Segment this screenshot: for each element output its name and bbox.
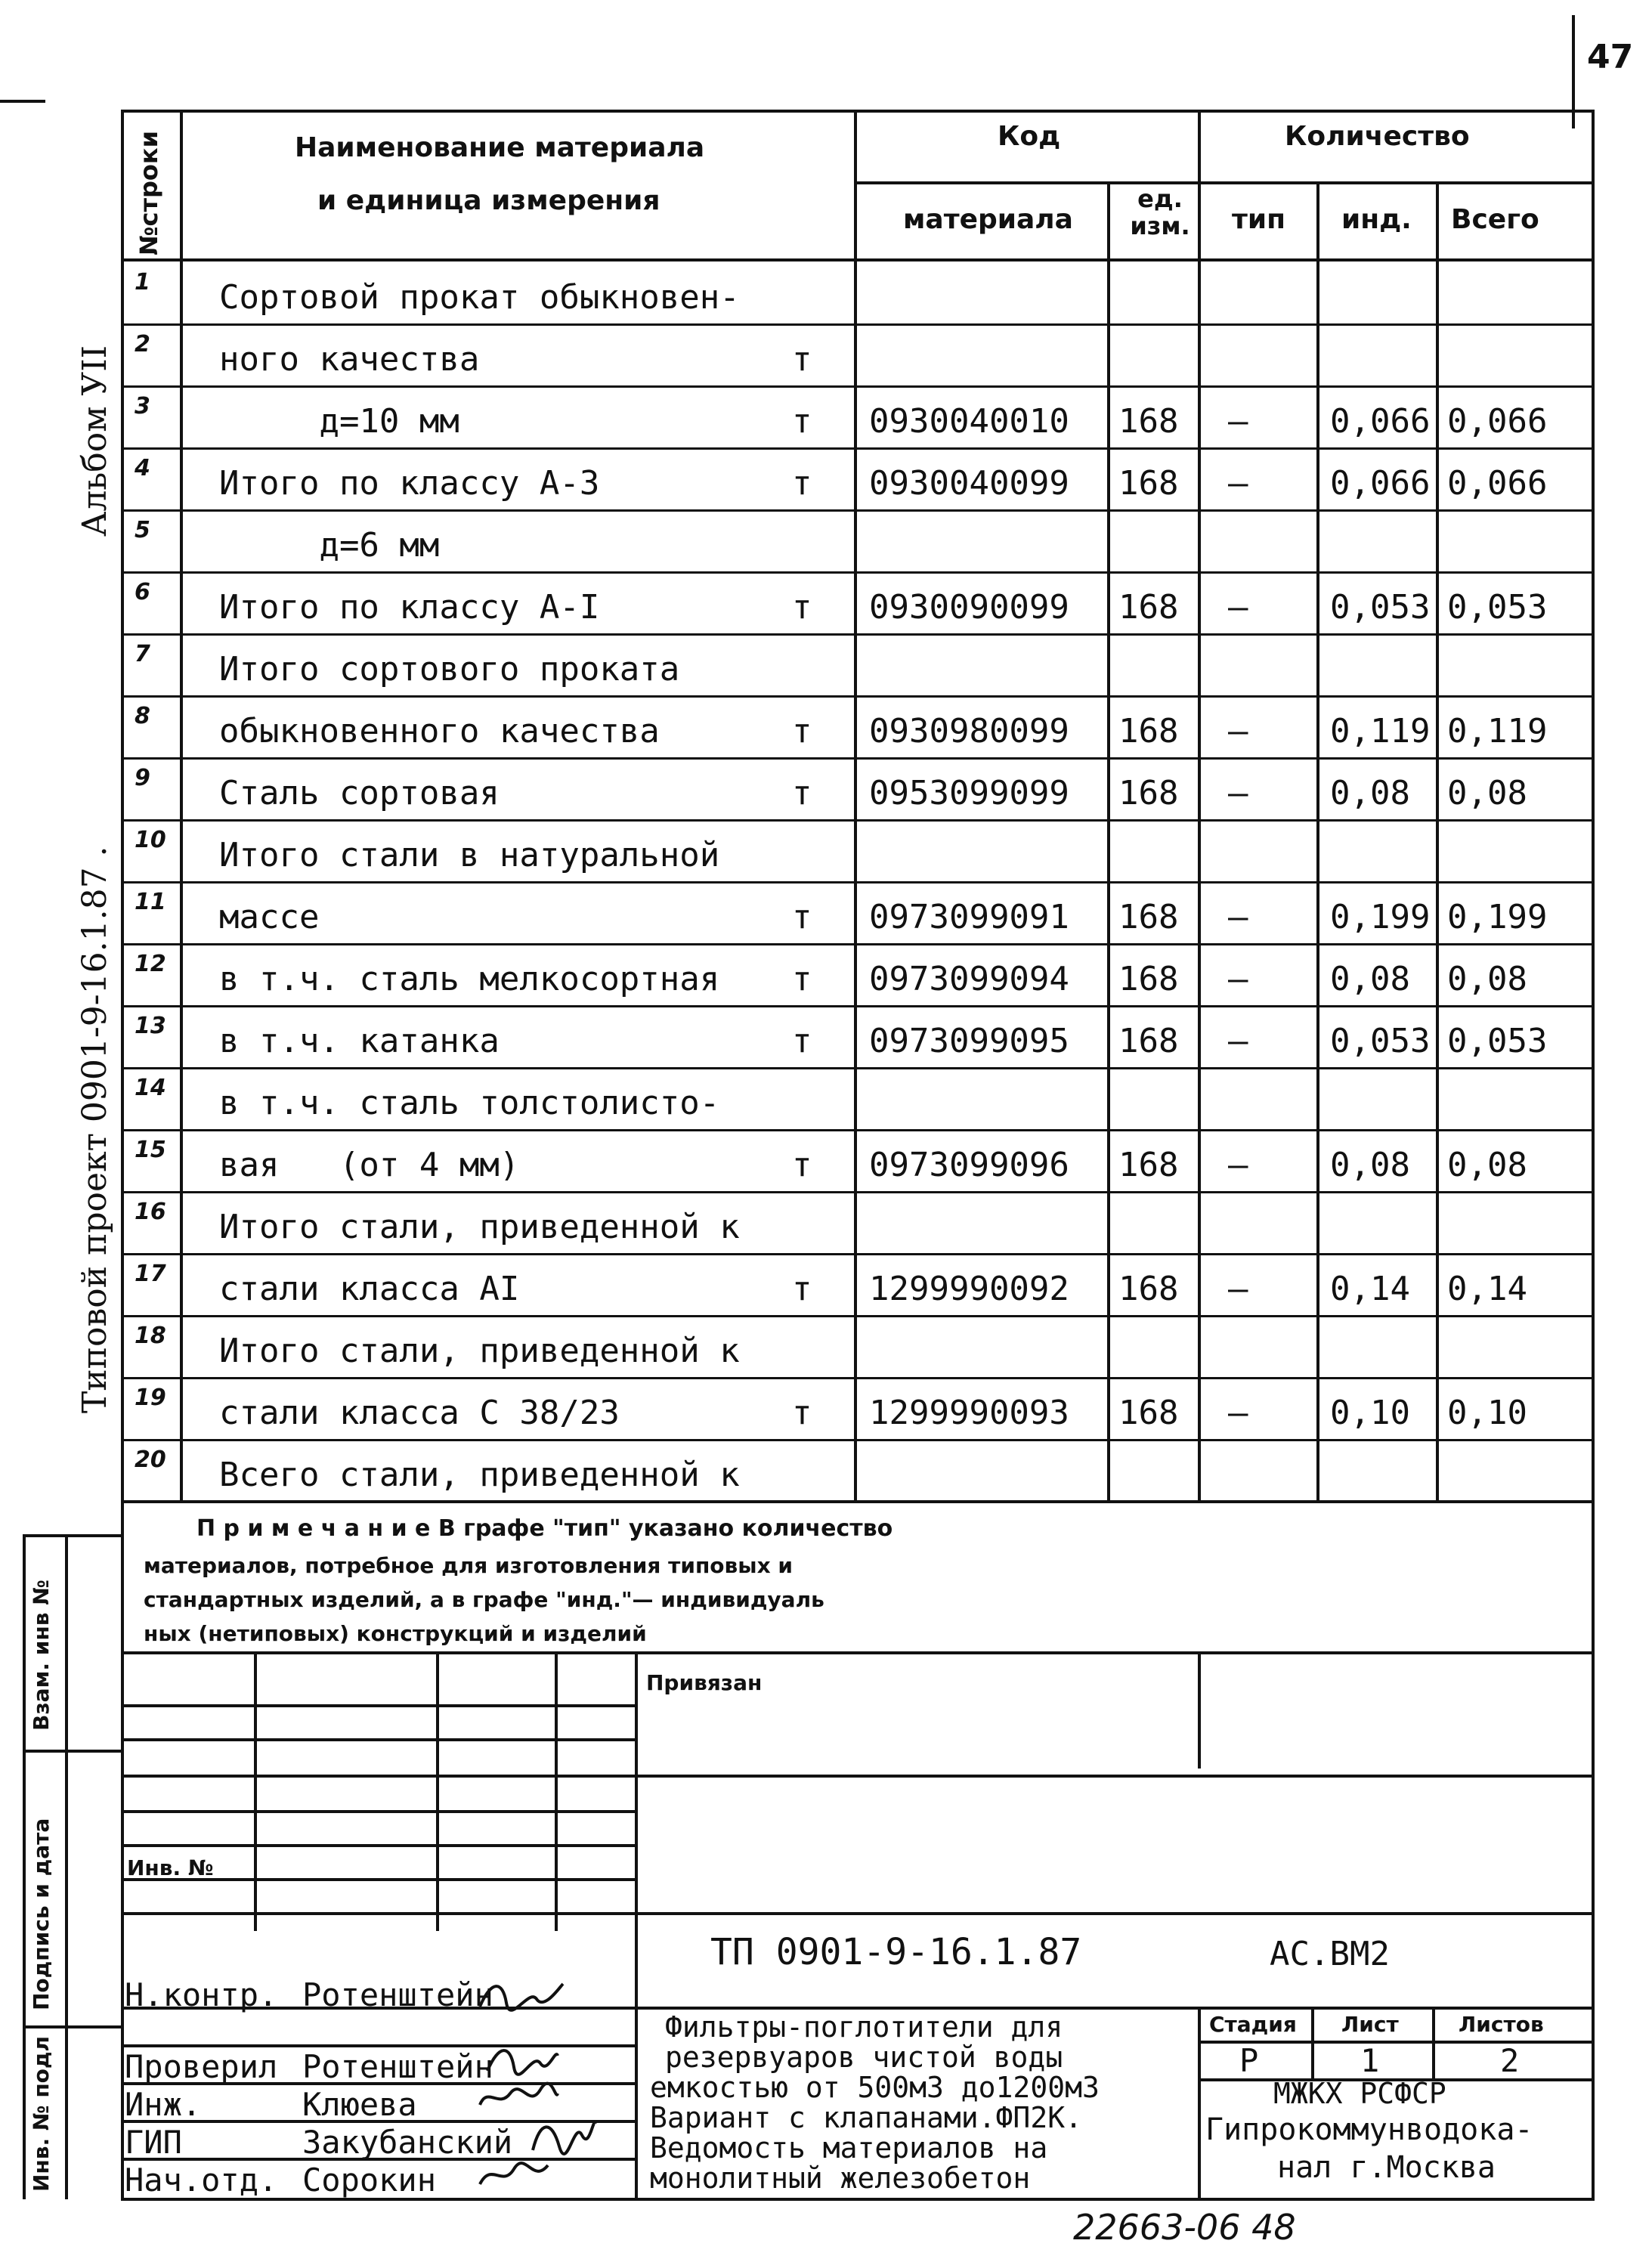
row-n-cell: 10 <box>135 827 166 853</box>
stub-line-outer <box>23 1534 26 2199</box>
row-code-cell: 0930090099 <box>869 588 1069 627</box>
row-type-cell: – <box>1228 464 1248 503</box>
sheets-label: Листов <box>1459 2012 1544 2037</box>
row-name-cell: вая (от 4 мм) <box>219 1146 520 1184</box>
role-nach: Нач.отд. <box>125 2162 278 2199</box>
sheets-value: 2 <box>1500 2042 1520 2079</box>
stub-div-1 <box>23 1534 121 1537</box>
row-separator <box>121 1439 1595 1441</box>
row-unit-sym-cell: т <box>792 340 812 379</box>
note-line3: стандартных изделий, а в графе "инд."— индивидуаль <box>144 1587 824 1612</box>
row-separator <box>121 1253 1595 1255</box>
album-label: Альбом УII <box>76 345 114 537</box>
row-code-cell: 1299990092 <box>869 1270 1069 1308</box>
row-total-cell: 0,199 <box>1447 898 1548 936</box>
row-name-cell: Итого по классу А-3 <box>219 464 600 503</box>
row-total-cell: 0,08 <box>1447 1146 1527 1184</box>
tb-col-right-upper <box>1198 1651 1201 1769</box>
name-gip: Закубанский <box>302 2124 513 2161</box>
row-n-cell: 19 <box>135 1385 166 1411</box>
row-type-cell: – <box>1228 960 1248 998</box>
header-code: Код <box>998 121 1061 152</box>
table-top-border <box>121 110 1595 113</box>
row-n-cell: 3 <box>135 393 150 419</box>
row-ind-cell: 0,053 <box>1330 588 1431 627</box>
sheet-label: Лист <box>1341 2012 1399 2037</box>
row-n-cell: 1 <box>135 269 150 296</box>
row-unit-cell: 168 <box>1118 464 1179 503</box>
tb-row-2 <box>121 1738 635 1741</box>
row-total-cell: 0,08 <box>1447 960 1527 998</box>
row-unit-cell: 168 <box>1118 1146 1179 1184</box>
row-unit-sym-cell: т <box>792 588 812 627</box>
row-separator <box>121 385 1595 388</box>
col-line-code <box>854 110 857 1500</box>
row-unit-cell: 168 <box>1118 774 1179 812</box>
tb-row-7 <box>121 1912 1595 1915</box>
header-name-line1: Наименование материала <box>295 132 705 163</box>
row-ind-cell: 0,053 <box>1330 1022 1431 1060</box>
stub-podpis-data: Подпись и дата <box>29 1818 54 2010</box>
header-bottom-line <box>121 258 1595 261</box>
signature-gip <box>529 2112 597 2158</box>
header-ind: инд. <box>1341 204 1412 235</box>
title-line1: Фильтры-поглотители для <box>665 2010 1063 2044</box>
col-line-total <box>1436 181 1439 1500</box>
row-separator <box>121 1129 1595 1131</box>
row-n-cell: 5 <box>135 517 150 543</box>
row-name-cell: Сортовой прокат обыкновен- <box>219 278 740 317</box>
row-total-cell: 0,08 <box>1447 774 1527 812</box>
row-unit-sym-cell: т <box>792 1270 812 1308</box>
row-total-cell: 0,10 <box>1447 1394 1527 1432</box>
org-line3: нал г.Москва <box>1277 2150 1496 2185</box>
header-name-line2: и единица измерения <box>317 185 660 216</box>
row-separator <box>121 1315 1595 1317</box>
col-line-rowno <box>180 110 183 1500</box>
row-separator <box>121 1005 1595 1007</box>
row-unit-sym-cell: т <box>792 1146 812 1184</box>
row-total-cell: 0,053 <box>1447 588 1548 627</box>
row-type-cell: – <box>1228 898 1248 936</box>
row-unit-cell: 168 <box>1118 402 1179 441</box>
row-total-cell: 0,14 <box>1447 1270 1527 1308</box>
tb-col-4 <box>635 1651 638 2199</box>
row-unit-cell: 168 <box>1118 1394 1179 1432</box>
row-unit-cell: 168 <box>1118 898 1179 936</box>
header-quantity: Количество <box>1285 121 1470 152</box>
row-unit-cell: 168 <box>1118 960 1179 998</box>
col-line-type <box>1198 110 1201 1500</box>
row-separator <box>121 695 1595 698</box>
row-separator <box>121 633 1595 636</box>
tb-col-2 <box>436 1651 439 1931</box>
row-n-cell: 17 <box>135 1261 166 1287</box>
row-n-cell: 12 <box>135 951 166 977</box>
row-n-cell: 11 <box>135 889 166 915</box>
title-line2: резервуаров чистой воды <box>665 2041 1063 2074</box>
col-line-unit <box>1107 181 1110 1500</box>
sheet-code: АС.ВМ2 <box>1270 1935 1390 1973</box>
row-unit-cell: 168 <box>1118 1022 1179 1060</box>
row-type-cell: – <box>1228 712 1248 750</box>
stage-label: Стадия <box>1209 2012 1297 2037</box>
row-total-cell: 0,053 <box>1447 1022 1548 1060</box>
header-row-no: №строки <box>135 130 163 255</box>
tb-row-1 <box>121 1704 635 1707</box>
stub-inv-podl: Инв. № подл <box>29 2035 54 2192</box>
row-type-cell: – <box>1228 1394 1248 1432</box>
row-separator <box>121 1191 1595 1193</box>
header-type: тип <box>1232 204 1285 235</box>
table-left-border <box>121 110 124 2199</box>
header-total: Всего <box>1451 204 1539 235</box>
row-unit-sym-cell: т <box>792 960 812 998</box>
row-n-cell: 14 <box>135 1075 166 1101</box>
signature-nach <box>476 2154 552 2196</box>
role-gip: ГИП <box>125 2124 182 2161</box>
stage-value: Р <box>1239 2042 1259 2079</box>
row-separator <box>121 447 1595 450</box>
row-separator <box>121 1067 1595 1069</box>
row-n-cell: 2 <box>135 331 150 357</box>
row-name-cell: в т.ч. сталь толстолисто- <box>219 1084 720 1122</box>
row-ind-cell: 0,199 <box>1330 898 1431 936</box>
row-n-cell: 8 <box>135 703 150 729</box>
row-separator <box>121 819 1595 822</box>
row-separator <box>121 571 1595 574</box>
row-n-cell: 6 <box>135 579 150 605</box>
project-label: Типовой проект 0901-9-16.1.87 . <box>76 846 114 1413</box>
row-name-cell: Итого стали, приведенной к <box>219 1332 740 1370</box>
row-type-cell: – <box>1228 774 1248 812</box>
tb-stage-left <box>1198 2007 1201 2199</box>
row-n-cell: 20 <box>135 1447 166 1473</box>
row-code-cell: 0953099099 <box>869 774 1069 812</box>
name-n-kontr: Ротенштейн <box>302 1976 493 2013</box>
row-ind-cell: 0,119 <box>1330 712 1431 750</box>
row-n-cell: 16 <box>135 1199 166 1225</box>
row-code-cell: 0973099091 <box>869 898 1069 936</box>
row-name-cell: Итого стали, приведенной к <box>219 1208 740 1246</box>
doc-code: ТП 0901-9-16.1.87 <box>710 1931 1082 1973</box>
sheet-value: 1 <box>1360 2042 1380 2079</box>
privyazan-label: Привязан <box>646 1670 763 1695</box>
row-ind-cell: 0,08 <box>1330 960 1410 998</box>
row-name-cell: в т.ч. катанка <box>219 1022 500 1060</box>
header-material: материала <box>903 204 1073 235</box>
row-ind-cell: 0,08 <box>1330 1146 1410 1184</box>
row-name-cell: обыкновенного качества <box>219 712 660 750</box>
stub-div-3 <box>23 2025 121 2028</box>
row-total-cell: 0,119 <box>1447 712 1548 750</box>
title-line3: емкостью от 500м3 до1200м3 <box>650 2071 1100 2104</box>
row-unit-sym-cell: т <box>792 1394 812 1432</box>
name-proveril: Ротенштейн <box>302 2048 493 2085</box>
name-inzh: Клюева <box>302 2086 417 2123</box>
row-type-cell: – <box>1228 402 1248 441</box>
org-line1: МЖКХ РСФСР <box>1273 2077 1446 2110</box>
row-name-cell: д=10 мм <box>219 402 459 441</box>
row-unit-sym-cell: т <box>792 774 812 812</box>
row-type-cell: – <box>1228 1146 1248 1184</box>
row-type-cell: – <box>1228 1022 1248 1060</box>
top-stub-line <box>0 100 45 103</box>
signature-n-kontr <box>476 1973 567 2018</box>
row-name-cell: Итого по классу А-I <box>219 588 600 627</box>
row-ind-cell: 0,10 <box>1330 1394 1410 1432</box>
page-number: 47 <box>1587 38 1634 76</box>
table-right-border <box>1592 110 1595 2199</box>
role-n-kontr: Н.контр. <box>125 1976 278 2013</box>
row-separator <box>121 757 1595 760</box>
row-name-cell: в т.ч. сталь мелкосортная <box>219 960 720 998</box>
row-n-cell: 18 <box>135 1323 166 1349</box>
tb-col-3 <box>555 1651 558 1931</box>
note-line1: П р и м е ч а н и е В графе "тип" указано количество <box>196 1515 893 1542</box>
row-name-cell: ного качества <box>219 340 480 379</box>
role-inzh: Инж. <box>125 2086 202 2123</box>
row-code-cell: 0930980099 <box>869 712 1069 750</box>
row-name-cell: стали класса С 38/23 <box>219 1394 620 1432</box>
row-ind-cell: 0,066 <box>1330 464 1431 503</box>
stub-vzam-inv: Взам. инв № <box>29 1580 54 1731</box>
row-code-cell: 0973099095 <box>869 1022 1069 1060</box>
row-separator <box>121 943 1595 945</box>
org-line2: Гипрокоммунводока- <box>1205 2112 1533 2147</box>
row-n-cell: 9 <box>135 765 150 791</box>
note-line4: ных (нетиповых) конструкций и изделий <box>144 1621 647 1646</box>
row-code-cell: 0973099094 <box>869 960 1069 998</box>
title-line6: монолитный железобетон <box>650 2162 1031 2195</box>
row-unit-sym-cell: т <box>792 402 812 441</box>
row-n-cell: 7 <box>135 641 150 667</box>
row-total-cell: 0,066 <box>1447 402 1548 441</box>
note-line2: материалов, потребное для изготовления типовых и <box>144 1553 793 1578</box>
row-name-cell: Сталь сортовая <box>219 774 500 812</box>
stub-line-inner <box>65 1534 68 2199</box>
row-code-cell: 0930040010 <box>869 402 1069 441</box>
row-unit-sym-cell: т <box>792 898 812 936</box>
role-proveril: Проверил <box>125 2048 278 2085</box>
stub-div-2 <box>23 1750 121 1753</box>
row-code-cell: 0973099096 <box>869 1146 1069 1184</box>
col-line-ind <box>1316 181 1319 1500</box>
footer-number: 22663-06 48 <box>1073 2207 1296 2248</box>
row-name-cell: стали класса АI <box>219 1270 520 1308</box>
row-separator <box>121 323 1595 326</box>
row-unit-sym-cell: т <box>792 1022 812 1060</box>
tb-row-5 <box>121 1844 635 1847</box>
title-line5: Ведомость материалов на <box>650 2131 1048 2165</box>
row-name-cell: Итого сортового проката <box>219 650 680 689</box>
tb-row-4 <box>121 1810 635 1813</box>
header-unit: ед. изм. <box>1130 184 1190 240</box>
row-type-cell: – <box>1228 1270 1248 1308</box>
row-ind-cell: 0,08 <box>1330 774 1410 812</box>
row-code-cell: 1299990093 <box>869 1394 1069 1432</box>
header-mid-line <box>854 181 1592 184</box>
row-separator <box>121 881 1595 883</box>
row-name-cell: массе <box>219 898 320 936</box>
row-unit-sym-cell: т <box>792 712 812 750</box>
row-type-cell: – <box>1228 588 1248 627</box>
row-total-cell: 0,066 <box>1447 464 1548 503</box>
row-code-cell: 0930040099 <box>869 464 1069 503</box>
row-n-cell: 13 <box>135 1013 166 1039</box>
row-separator <box>121 1377 1595 1379</box>
row-n-cell: 15 <box>135 1137 166 1163</box>
row-unit-cell: 168 <box>1118 588 1179 627</box>
row-n-cell: 4 <box>135 455 150 481</box>
row-ind-cell: 0,066 <box>1330 402 1431 441</box>
row-name-cell: Всего стали, приведенной к <box>219 1456 740 1494</box>
row-unit-cell: 168 <box>1118 1270 1179 1308</box>
tb-line-top <box>121 1651 1595 1654</box>
tb-row-3 <box>121 1775 1595 1778</box>
row-unit-sym-cell: т <box>792 464 812 503</box>
name-nach: Сорокин <box>302 2162 437 2199</box>
row-separator <box>121 509 1595 512</box>
tb-col-1 <box>254 1651 257 1931</box>
table-body-bottom <box>121 1500 1595 1503</box>
row-ind-cell: 0,14 <box>1330 1270 1410 1308</box>
row-name-cell: Итого стали в натуральной <box>219 836 720 874</box>
signature-proveril <box>484 2041 559 2082</box>
row-unit-cell: 168 <box>1118 712 1179 750</box>
inv-no-label: Инв. № <box>127 1855 214 1880</box>
title-line4: Вариант с клапанами.ФП2К. <box>650 2101 1082 2134</box>
row-name-cell: д=6 мм <box>219 526 440 565</box>
